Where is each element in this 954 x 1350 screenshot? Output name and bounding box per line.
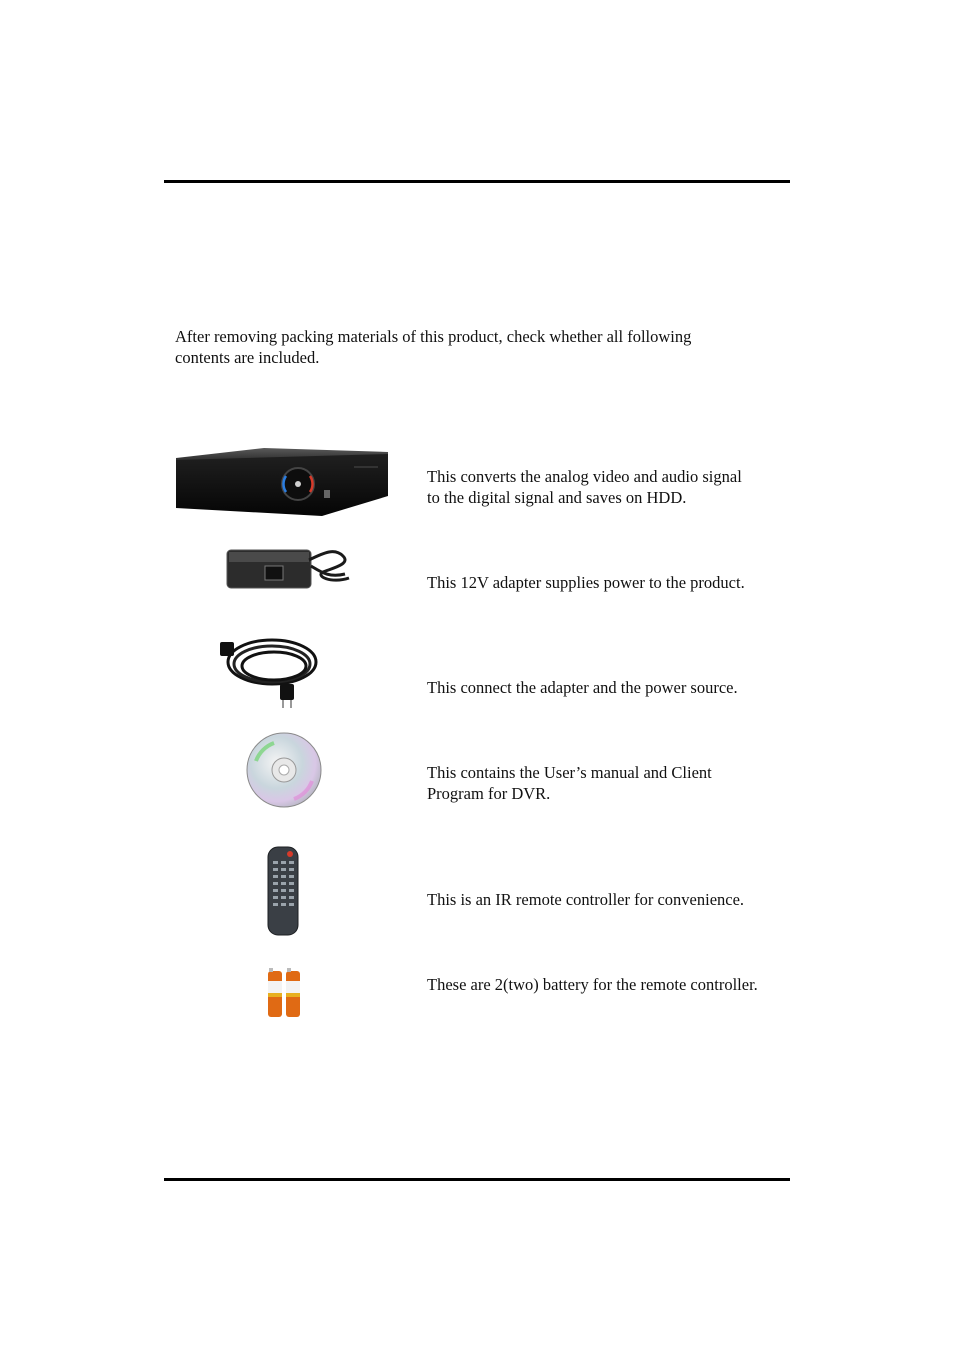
item-description-adapter: This 12V adapter supplies power to the product. [427,573,745,592]
dvr-unit-image [174,446,390,518]
item-description-power-cord: This connect the adapter and the power source. [427,678,738,697]
item-description-dvr: This converts the analog video and audio signal to the digital signal and saves on HDD. [427,467,742,507]
footer-rule [164,1178,790,1181]
remote-control-image [266,845,300,937]
intro-line-1: After removing packing materials of this product, check whether all following [175,327,692,346]
cd-disc-image [244,731,324,809]
item-description-batteries: These are 2(two) battery for the remote controller. [427,975,758,994]
intro-paragraph [175,326,765,368]
batteries-image [266,967,302,1019]
power-cord-image [218,628,322,710]
intro-line-2: contents are included. [175,348,320,367]
item-description-remote: This is an IR remote controller for convenience. [427,890,745,909]
item-description-cd: This contains the User’s manual and Client Program for DVR. [427,763,712,803]
header-rule [164,180,790,183]
power-adapter-image [225,542,355,594]
